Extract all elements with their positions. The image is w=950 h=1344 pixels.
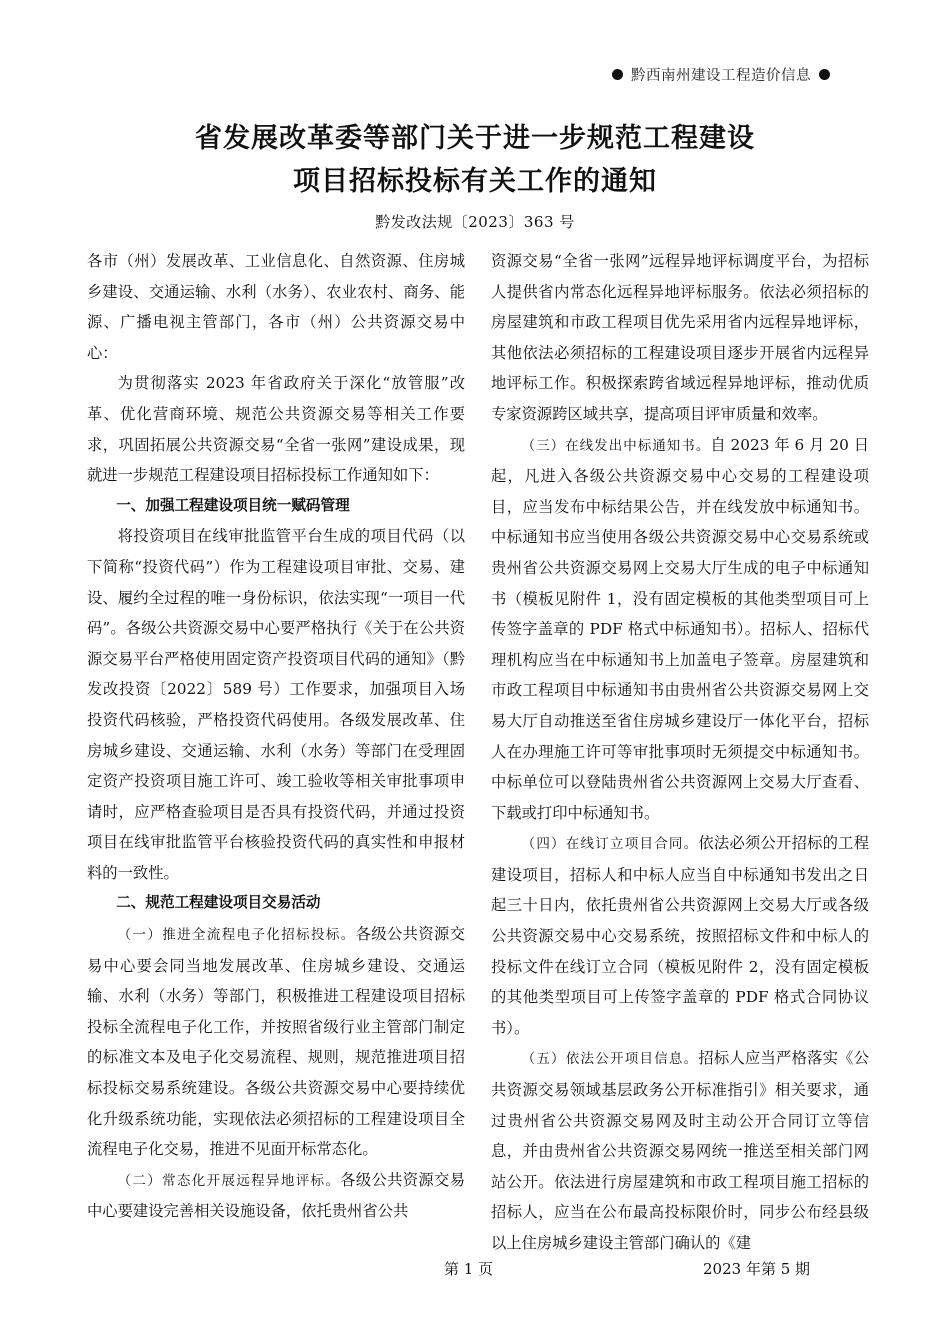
item-3-paragraph <box>491 430 869 829</box>
item-2-paragraph <box>87 1165 465 1227</box>
document-title-line-2: 项目招标投标有关工作的通知 <box>293 166 657 197</box>
addressee: 各市（州）发展改革、工业信息化、自然资源、住房城乡建设、交通运输、水利（水务）、农业农村、商务、能源、广播电视主管部门，各市（州）公共资源交易中心： <box>87 252 465 362</box>
left-column <box>87 246 465 1227</box>
item-1-body: 各级公共资源交易中心要会同当地发展改革、住房城乡建设、交通运输、水利（水务）等部门，积极推进工程建设项目招标投标全流程电子化工作，并按照省级行业主管部门制定的标准文本及电子化交易流程、规则，规范推进项目招标投标交易系统建设。各级公共资源交易中心要持续优化升级系统功能，实现依法必须招标的工程建设项目全流程电子化交易，推进不见面开标常态化。 <box>87 925 465 1159</box>
item-1-title: （一）推进全流程电子化招标投标。 <box>117 927 356 944</box>
item-5-title: （五）依法公开项目信息。 <box>521 1051 699 1068</box>
bullet-dot-icon <box>819 69 830 80</box>
intro-paragraph: 为贯彻落实 2023 年省政府关于深化“放管服”改革、优化营商环境、规范公共资源交易等相关工作要求，巩固拓展公共资源交易“全省一张网”建设成果，现就进一步规范工程建设项目招标投标工作通知如下： <box>87 374 465 485</box>
document-title-line-1: 省发展改革委等部门关于进一步规范工程建设 <box>195 123 755 154</box>
section-1-heading: 一、加强工程建设项目统一赋码管理 <box>116 496 350 514</box>
item-4-body: 依法必须公开招标的工程建设项目，招标人和中标人应当自中标通知书发出之日起三十日内，依托贵州省公共资源网上交易大厅或各级公共资源交易中心交易系统，按照招标文件和中标人的投标文件在线订立合同（模板见附件 2，没有固定模板的其他类型项目可上传签字盖章的 PDF 格式合同协议书）。 <box>491 834 869 1037</box>
item-5-body: 招标人应当严格落实《公共资源交易领域基层政务公开标准指引》相关要求，通过贵州省公共资源交易网及时主动公开合同订立等信息，并由贵州省公共资源交易网统一推送至相关部门网站公开。依法进行房屋建筑和市政工程项目施工招标的招标人，应当在公布最高投标限价时，同步公布经县级以上住房城乡建设主管部门确认的《建 <box>491 1049 869 1252</box>
section-2-heading: 二、规范工程建设项目交易活动 <box>116 894 321 912</box>
document-number: 黔发改法规〔2023〕363 号 <box>375 213 575 231</box>
item-2-continuation: 资源交易“全省一张网”远程异地评标调度平台，为招标人提供省内常态化远程异地评标服务。依法必须招标的房屋建筑和市政工程项目优先采用省内远程异地评标，其他依法必须招标的工程建设项目逐步开展省内远程异地评标工作。积极探索跨省域远程异地评标，推动优质专家资源跨区域共享，提高项目评审质量和效率。 <box>491 252 869 423</box>
item-4-paragraph <box>491 828 869 1043</box>
running-header <box>612 64 830 85</box>
bullet-dot-icon <box>612 69 623 80</box>
item-2-title: （二）常态化开展远程异地评标。 <box>117 1172 341 1189</box>
section-1-paragraph: 将投资项目在线审批监管平台生成的项目代码（以下简称“投资代码”）作为工程建设项目审批、交易、建设、履约全过程的唯一身份标识，依法实现“一项目一代码”。各级公共资源交易中心要严格执行《关于在公共资源交易平台严格使用固定资产投资项目代码的通知》（黔发改投资〔2022〕589 号）工作要求，加强项目入场投资代码核验，严格投资代码使用。各级发展改革、住房城乡建设、交通运输、水利（水务）等部门在受理固定资产投资项目施工许可、竣工验收等相关审批事项申请时，应严格查验项目是否具有投资代码，并通过投资项目在线审批监管平台核验投资代码的真实性和申报材料的一致性。 <box>87 527 465 882</box>
item-3-body: 自 2023 年 6 月 20 日起，凡进入各级公共资源交易中心交易的工程建设项目，应当发布中标结果公告，并在线发放中标通知书。中标通知书应当使用各级公共资源交易中心交易系统或贵州省公共资源交易网上交易大厅生成的电子中标通知书（模板见附件 1，没有固定模板的其他类型项目可上传签字盖章的 PDF 格式中标通知书）。招标人、招标代理机构应当在中标通知书上加盖电子签章。房屋建筑和市政工程项目中标通知书由贵州省公共资源交易网上交易大厅自动推送至省住房城乡建设厅一体化平台，招标人在办理施工许可等审批事项时无须提交中标通知书。中标单位可以登陆贵州省公共资源网上交易大厅查看、下载或打印中标通知书。 <box>491 435 869 822</box>
item-3-title: （三）在线发出中标通知书。 <box>521 437 711 454</box>
item-2-body: 各级公共资源交易中心要建设完善相关设施设备，依托贵州省公共 <box>87 1170 465 1221</box>
page-number: 第 1 页 <box>444 1260 494 1278</box>
issue-number: 2023 年第 5 期 <box>703 1260 811 1278</box>
right-column <box>491 246 869 1259</box>
item-1-paragraph <box>87 919 465 1165</box>
item-4-title: （四）在线订立项目合同。 <box>521 836 699 853</box>
journal-name: 黔西南州建设工程造价信息 <box>631 68 811 84</box>
item-5-paragraph <box>491 1043 869 1258</box>
